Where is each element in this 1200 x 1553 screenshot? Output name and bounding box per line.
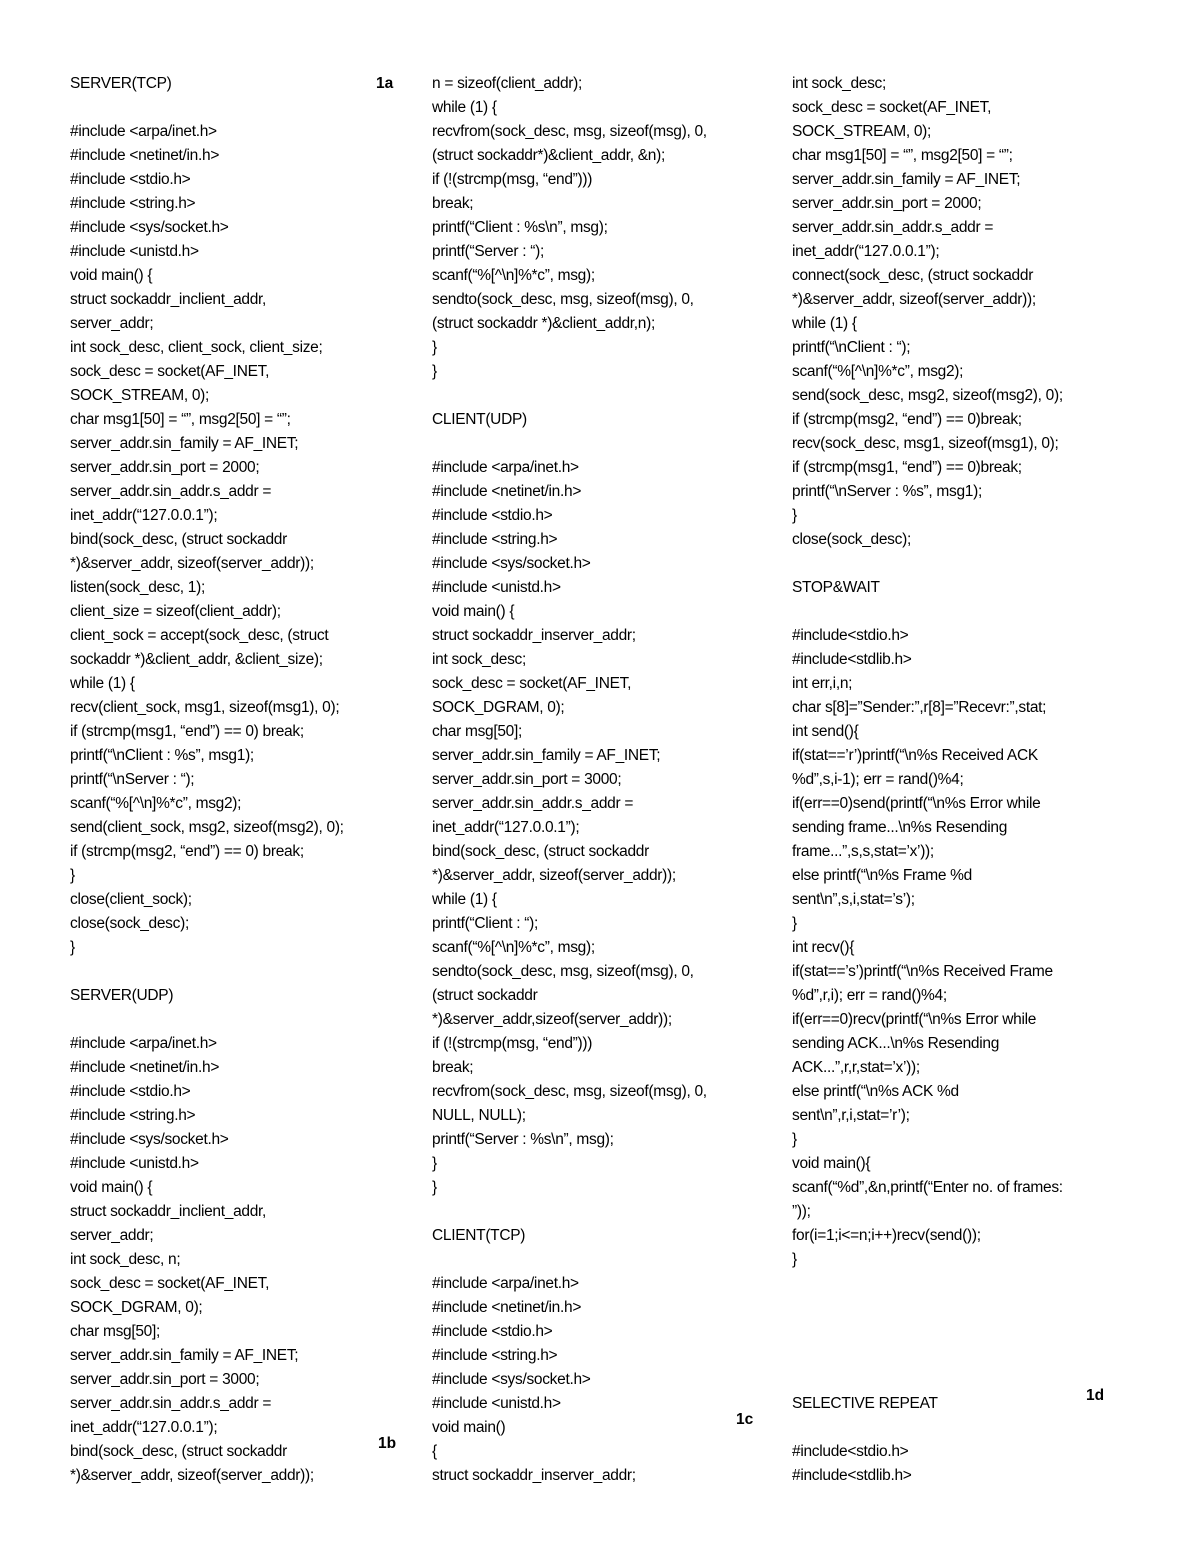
code-line: break; xyxy=(432,1059,474,1076)
code-line: client_sock = accept(sock_desc, (struct xyxy=(70,627,329,644)
code-line: SELECTIVE REPEAT xyxy=(792,1395,938,1412)
code-line: } xyxy=(792,507,797,524)
code-line: if (strcmp(msg2, “end”) == 0) break; xyxy=(70,843,304,860)
code-line: int err,i,n; xyxy=(792,675,853,692)
code-line xyxy=(792,1296,1132,1320)
code-line: while (1) { xyxy=(432,99,497,116)
code-line: server_addr.sin_family = AF_INET; xyxy=(792,171,1021,188)
code-line: if (strcmp(msg1, “end”) == 0)break; xyxy=(792,459,1022,476)
code-line: #include <sys/socket.h> xyxy=(70,1131,229,1148)
code-line: scanf(“%[^\n]%*c”, msg2); xyxy=(70,795,242,812)
marker-1b: 1b xyxy=(378,1435,397,1452)
code-line: #include <string.h> xyxy=(432,1347,558,1364)
code-line: while (1) { xyxy=(792,315,857,332)
code-line: #include<stdio.h> xyxy=(792,1443,909,1460)
code-line: int sock_desc; xyxy=(432,651,527,668)
code-line xyxy=(792,1416,1132,1440)
code-line: printf(“\nServer : “); xyxy=(70,771,195,788)
code-line: server_addr.sin_port = 3000; xyxy=(70,1371,260,1388)
code-line: SOCK_STREAM, 0); xyxy=(792,123,932,140)
code-line: #include <sys/socket.h> xyxy=(432,555,591,572)
code-line xyxy=(70,1008,400,1032)
code-line: int sock_desc, n; xyxy=(70,1251,181,1268)
code-line: (struct sockaddr *)&client_addr,n); xyxy=(432,315,655,332)
code-line: recv(client_sock, msg1, sizeof(msg1), 0); xyxy=(70,699,340,716)
code-line: *)&server_addr, sizeof(server_addr)); xyxy=(432,867,676,884)
code-line: } xyxy=(792,1251,797,1268)
code-line: printf(“Server : “); xyxy=(432,243,544,260)
code-line: char msg[50]; xyxy=(432,723,523,740)
code-line: bind(sock_desc, (struct sockaddr xyxy=(70,531,287,548)
code-line: #include <stdio.h> xyxy=(432,1323,553,1340)
code-line: #include <arpa/inet.h> xyxy=(432,1275,579,1292)
code-line: inet_addr(“127.0.0.1”); xyxy=(792,243,940,260)
code-line: } xyxy=(432,1155,437,1172)
code-line xyxy=(792,552,1132,576)
code-line xyxy=(792,1344,1132,1368)
code-line: if (strcmp(msg2, “end”) == 0)break; xyxy=(792,411,1022,428)
code-line: struct sockaddr_inserver_addr; xyxy=(432,1467,636,1484)
code-line: sendto(sock_desc, msg, sizeof(msg), 0, xyxy=(432,291,694,308)
code-line: #include <arpa/inet.h> xyxy=(432,459,579,476)
code-line: SERVER(UDP) xyxy=(70,987,174,1004)
marker-1d: 1d xyxy=(1086,1387,1105,1404)
code-line: server_addr; xyxy=(70,315,154,332)
code-line: #include<stdlib.h> xyxy=(792,651,912,668)
code-line: server_addr.sin_addr.s_addr = xyxy=(70,483,272,500)
code-line xyxy=(792,1272,1132,1296)
code-line: (struct sockaddr*)&client_addr, &n); xyxy=(432,147,665,164)
code-line: sock_desc = socket(AF_INET, xyxy=(432,675,632,692)
code-line: sent\n”,s,i,stat=’s’); xyxy=(792,891,915,908)
code-line: SERVER(TCP) xyxy=(70,75,172,92)
code-line xyxy=(70,960,400,984)
code-line: recvfrom(sock_desc, msg, sizeof(msg), 0, xyxy=(432,123,707,140)
code-line: #include <sys/socket.h> xyxy=(432,1371,591,1388)
code-line xyxy=(792,1320,1132,1344)
code-line: *)&server_addr,sizeof(server_addr)); xyxy=(432,1011,672,1028)
code-line: #include<stdlib.h> xyxy=(792,1467,912,1484)
code-line: printf(“Client : %s\n”, msg); xyxy=(432,219,608,236)
code-line: void main(){ xyxy=(792,1155,871,1172)
code-line: server_addr; xyxy=(70,1227,154,1244)
code-line: n = sizeof(client_addr); xyxy=(432,75,583,92)
code-line: server_addr.sin_addr.s_addr = xyxy=(432,795,634,812)
code-line: #include <sys/socket.h> xyxy=(70,219,229,236)
code-line: SOCK_STREAM, 0); xyxy=(70,387,210,404)
code-line: struct sockaddr_inserver_addr; xyxy=(432,627,636,644)
code-line: int sock_desc; xyxy=(792,75,887,92)
code-line: #include <unistd.h> xyxy=(432,579,561,596)
code-line: sendto(sock_desc, msg, sizeof(msg), 0, xyxy=(432,963,694,980)
code-line: if(stat==’s’)printf(“\n%s Received Frame xyxy=(792,963,1053,980)
code-line: int sock_desc, client_sock, client_size; xyxy=(70,339,323,356)
code-line: } xyxy=(792,1131,797,1148)
code-line: if(err==0)send(printf(“\n%s Error while xyxy=(792,795,1041,812)
code-line xyxy=(432,384,762,408)
code-line: { xyxy=(432,1443,437,1460)
code-line: struct sockaddr_inclient_addr, xyxy=(70,1203,267,1220)
code-line: } xyxy=(432,1179,437,1196)
code-line: #include <netinet/in.h> xyxy=(432,483,582,500)
code-line: if(err==0)recv(printf(“\n%s Error while xyxy=(792,1011,1037,1028)
code-line: while (1) { xyxy=(70,675,135,692)
code-line: int send(){ xyxy=(792,723,859,740)
code-line: #include <string.h> xyxy=(70,1107,196,1124)
code-line: scanf(“%[^\n]%*c”, msg2); xyxy=(792,363,964,380)
code-line: sending ACK...\n%s Resending xyxy=(792,1035,1000,1052)
code-line: SOCK_DGRAM, 0); xyxy=(70,1299,203,1316)
column-3 xyxy=(792,72,1132,1488)
code-line: send(client_sock, msg2, sizeof(msg2), 0); xyxy=(70,819,344,836)
code-line: server_addr.sin_port = 2000; xyxy=(792,195,982,212)
code-line: #include <string.h> xyxy=(432,531,558,548)
code-line: server_addr.sin_family = AF_INET; xyxy=(432,747,661,764)
code-line: NULL, NULL); xyxy=(432,1107,526,1124)
code-line: sock_desc = socket(AF_INET, xyxy=(70,1275,270,1292)
code-line: SOCK_DGRAM, 0); xyxy=(432,699,565,716)
code-line xyxy=(432,1248,762,1272)
code-line: CLIENT(UDP) xyxy=(432,411,527,428)
code-line: #include <netinet/in.h> xyxy=(70,147,220,164)
code-line: scanf(“%[^\n]%*c”, msg); xyxy=(432,939,595,956)
code-line: void main() xyxy=(432,1419,506,1436)
code-line: #include <netinet/in.h> xyxy=(432,1299,582,1316)
code-line: close(sock_desc); xyxy=(70,915,189,932)
code-line: #include <unistd.h> xyxy=(70,1155,199,1172)
code-line: #include <arpa/inet.h> xyxy=(70,123,217,140)
code-line: close(sock_desc); xyxy=(792,531,911,548)
column-2 xyxy=(432,72,762,1488)
code-line: void main() { xyxy=(432,603,515,620)
code-line: printf(“\nServer : %s”, msg1); xyxy=(792,483,982,500)
code-line: for(i=1;i<=n;i++)recv(send()); xyxy=(792,1227,981,1244)
code-line xyxy=(792,600,1132,624)
code-line: char msg1[50] = “”, msg2[50] = “”; xyxy=(70,411,291,428)
code-line: inet_addr(“127.0.0.1”); xyxy=(70,1419,218,1436)
code-line: #include <stdio.h> xyxy=(432,507,553,524)
marker-1a: 1a xyxy=(376,75,394,92)
code-line: } xyxy=(70,939,75,956)
code-line: else printf(“\n%s Frame %d xyxy=(792,867,972,884)
code-line: while (1) { xyxy=(432,891,497,908)
code-line: *)&server_addr, sizeof(server_addr)); xyxy=(792,291,1036,308)
code-line: CLIENT(TCP) xyxy=(432,1227,526,1244)
code-line: server_addr.sin_family = AF_INET; xyxy=(70,435,299,452)
code-line: server_addr.sin_port = 3000; xyxy=(432,771,622,788)
code-line: (struct sockaddr xyxy=(432,987,538,1004)
code-line: } xyxy=(70,867,75,884)
code-line: bind(sock_desc, (struct sockaddr xyxy=(432,843,649,860)
code-line: ACK...”,r,r,stat=’x’)); xyxy=(792,1059,920,1076)
code-line: printf(“Server : %s\n”, msg); xyxy=(432,1131,614,1148)
code-line: if(stat==’r’)printf(“\n%s Received ACK xyxy=(792,747,1038,764)
code-line: server_addr.sin_addr.s_addr = xyxy=(70,1395,272,1412)
code-line: int recv(){ xyxy=(792,939,855,956)
code-line: *)&server_addr, sizeof(server_addr)); xyxy=(70,1467,314,1484)
code-line: recvfrom(sock_desc, msg, sizeof(msg), 0, xyxy=(432,1083,707,1100)
code-line: printf(“Client : “); xyxy=(432,915,538,932)
code-line: listen(sock_desc, 1); xyxy=(70,579,205,596)
code-line xyxy=(432,1200,762,1224)
code-line: frame...”,s,s,stat=’x’)); xyxy=(792,843,934,860)
code-line: sending frame...\n%s Resending xyxy=(792,819,1008,836)
marker-1c: 1c xyxy=(736,1411,754,1428)
code-line: connect(sock_desc, (struct sockaddr xyxy=(792,267,1034,284)
code-line: %d”,r,i); err = rand()%4; xyxy=(792,987,947,1004)
code-line: struct sockaddr_inclient_addr, xyxy=(70,291,267,308)
code-line xyxy=(792,1368,1132,1392)
code-line: sock_desc = socket(AF_INET, xyxy=(792,99,992,116)
code-line: server_addr.sin_port = 2000; xyxy=(70,459,260,476)
code-line: #include<stdio.h> xyxy=(792,627,909,644)
code-line: scanf(“%[^\n]%*c”, msg); xyxy=(432,267,595,284)
code-line: void main() { xyxy=(70,1179,153,1196)
code-line: if (!(strcmp(msg, “end”))) xyxy=(432,171,593,188)
code-line: #include <stdio.h> xyxy=(70,1083,191,1100)
code-line: sockaddr *)&client_addr, &client_size); xyxy=(70,651,323,668)
column-1 xyxy=(70,72,400,1488)
code-line: char msg[50]; xyxy=(70,1323,161,1340)
code-line: char msg1[50] = “”, msg2[50] = “”; xyxy=(792,147,1013,164)
code-line: #include <netinet/in.h> xyxy=(70,1059,220,1076)
code-line: void main() { xyxy=(70,267,153,284)
code-line xyxy=(432,432,762,456)
code-line: #include <arpa/inet.h> xyxy=(70,1035,217,1052)
code-line: sent\n”,r,i,stat=’r’); xyxy=(792,1107,910,1124)
code-line: } xyxy=(432,339,437,356)
code-line: ”)); xyxy=(792,1203,811,1220)
code-line: inet_addr(“127.0.0.1”); xyxy=(432,819,580,836)
code-line: STOP&WAIT xyxy=(792,579,880,596)
code-line: #include <string.h> xyxy=(70,195,196,212)
code-line: else printf(“\n%s ACK %d xyxy=(792,1083,959,1100)
code-line: close(client_sock); xyxy=(70,891,192,908)
code-line: printf(“\nClient : %s”, msg1); xyxy=(70,747,254,764)
code-line: send(sock_desc, msg2, sizeof(msg2), 0); xyxy=(792,387,1063,404)
code-line: client_size = sizeof(client_addr); xyxy=(70,603,281,620)
code-line: char s[8]=”Sender:”,r[8]=”Recevr:”,stat; xyxy=(792,699,1047,716)
code-line: sock_desc = socket(AF_INET, xyxy=(70,363,270,380)
code-line: if (!(strcmp(msg, “end”))) xyxy=(432,1035,593,1052)
code-line: scanf(“%d”,&n,printf(“Enter no. of frames: xyxy=(792,1179,1063,1196)
code-line: bind(sock_desc, (struct sockaddr xyxy=(70,1443,287,1460)
code-line: recv(sock_desc, msg1, sizeof(msg1), 0); xyxy=(792,435,1059,452)
code-line: *)&server_addr, sizeof(server_addr)); xyxy=(70,555,314,572)
code-line: printf(“\nClient : “); xyxy=(792,339,911,356)
code-line: if (strcmp(msg1, “end”) == 0) break; xyxy=(70,723,304,740)
code-line xyxy=(70,96,400,120)
code-line: server_addr.sin_family = AF_INET; xyxy=(70,1347,299,1364)
code-line: } xyxy=(792,915,797,932)
code-line: } xyxy=(432,363,437,380)
code-line: #include <unistd.h> xyxy=(432,1395,561,1412)
code-line: #include <unistd.h> xyxy=(70,243,199,260)
code-line: %d”,s,i-1); err = rand()%4; xyxy=(792,771,964,788)
code-line: #include <stdio.h> xyxy=(70,171,191,188)
code-line: inet_addr(“127.0.0.1”); xyxy=(70,507,218,524)
code-line: server_addr.sin_addr.s_addr = xyxy=(792,219,994,236)
code-line: break; xyxy=(432,195,474,212)
